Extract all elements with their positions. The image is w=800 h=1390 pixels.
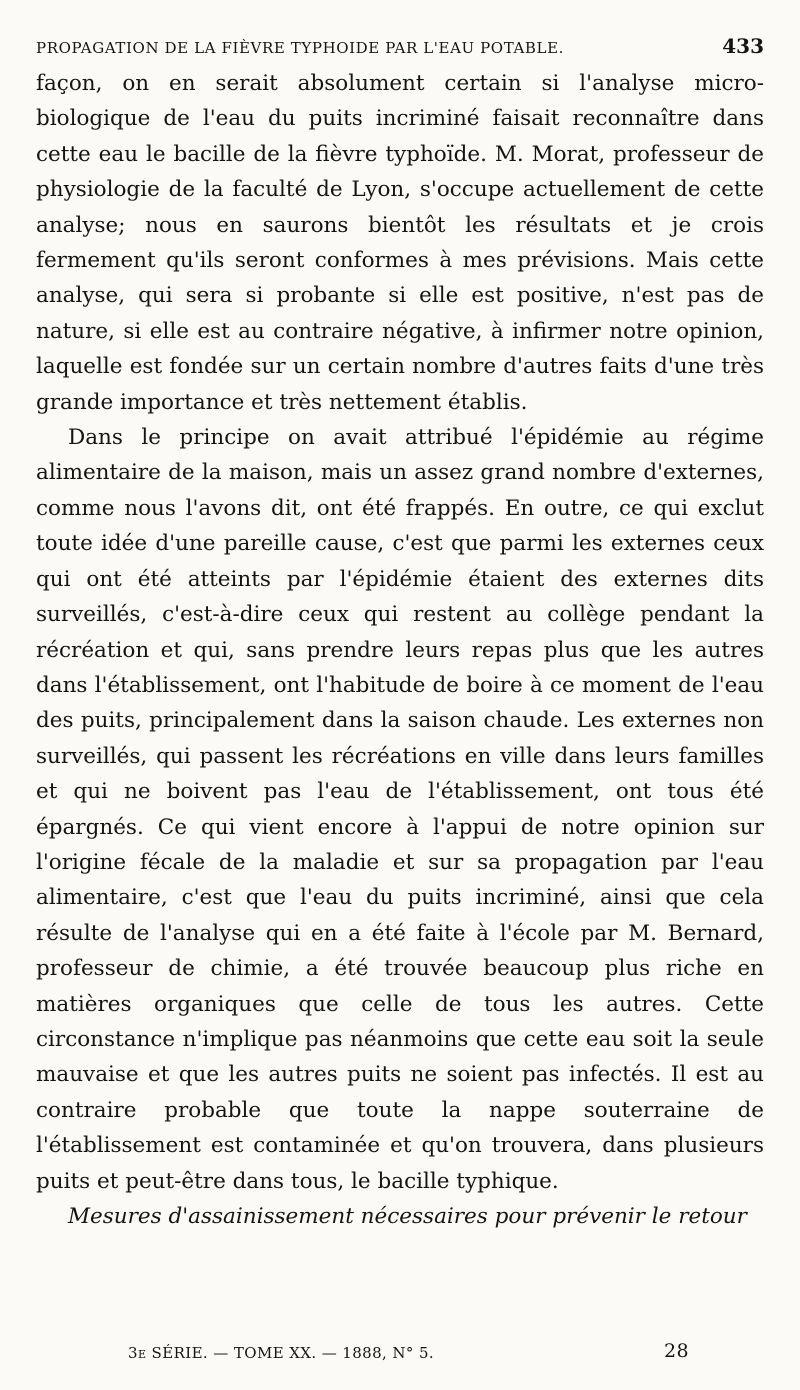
body-text: [36, 66, 764, 1234]
running-head: [36, 34, 764, 62]
paragraph-epidemic-cause: Dans le principe on avait attribué l'épidémie au régime alimentaire de la maison, mais un assez grand nombre d'externes, comme nous l'avons dit, ont été frappés. En outre, ce qui exclut toute idée d'une pareille cause, c'est que parmi les externes ceux qui ont été atteints par l'épidémie étaient des externes dits surveillés, c'est-à-dire ceux qui restent au collège pendant la récréation et qui, sans prendre leurs repas plus que les autres dans l'établissement, ont l'habitude de boire à ce moment de l'eau des puits, principalement dans la saison chaude. Les externes non surveillés, qui passent les récréations en ville dans leurs familles et qui ne boivent pas l'eau de l'établissement, ont tous été épargnés. Ce qui vient encore à l'appui de notre opinion sur l'origine fécale de la maladie et sur sa propagation par l'eau alimentaire, c'est que l'eau du puits incriminé, ainsi que cela résulte de l'analyse qui en a été faite à l'école par M. Bernard, professeur de chimie, a été trouvée beaucoup plus riche en matières organiques que celle de tous les autres. Cette circonstance n'implique pas néanmoins que cette eau soit la seule mauvaise et que les autres puits ne soient pas infectés. Il est au contraire probable que toute la nappe souterraine de l'établissement est contaminée et qu'on trouvera, dans plusieurs puits et peut-être dans tous, le bacille typhique.: [36, 425, 764, 1194]
signature-mark: 28: [664, 1340, 689, 1362]
paragraph-continuation: façon, on en serait absolument certain si l'analyse micro-biologique de l'eau du puits incriminé faisait reconnaître dans cette eau le bacille de la fièvre typhoïde. M. Morat, professeur de physiologie de la faculté de Lyon, s'occupe actuellement de cette analyse; nous en saurons bientôt les résultats et je crois fermement qu'ils seront conformes à mes prévisions. Mais cette analyse, qui sera si probante si elle est positive, n'est pas de nature, si elle est au contraire négative, à infirmer notre opinion, laquelle est fondée sur un certain nombre d'autres faits d'une très grande importance et très nettement établis.: [36, 71, 764, 415]
paragraph-section-heading: Mesures d'assainissement nécessaires pour prévenir le retour: [68, 1204, 747, 1229]
series-line: 3e SÉRIE. — TOME XX. — 1888, N° 5.: [128, 1344, 435, 1362]
page-number: 433: [722, 34, 764, 58]
running-head-title: PROPAGATION DE LA FIÈVRE TYPHOIDE PAR L'EAU POTABLE.: [36, 39, 565, 57]
